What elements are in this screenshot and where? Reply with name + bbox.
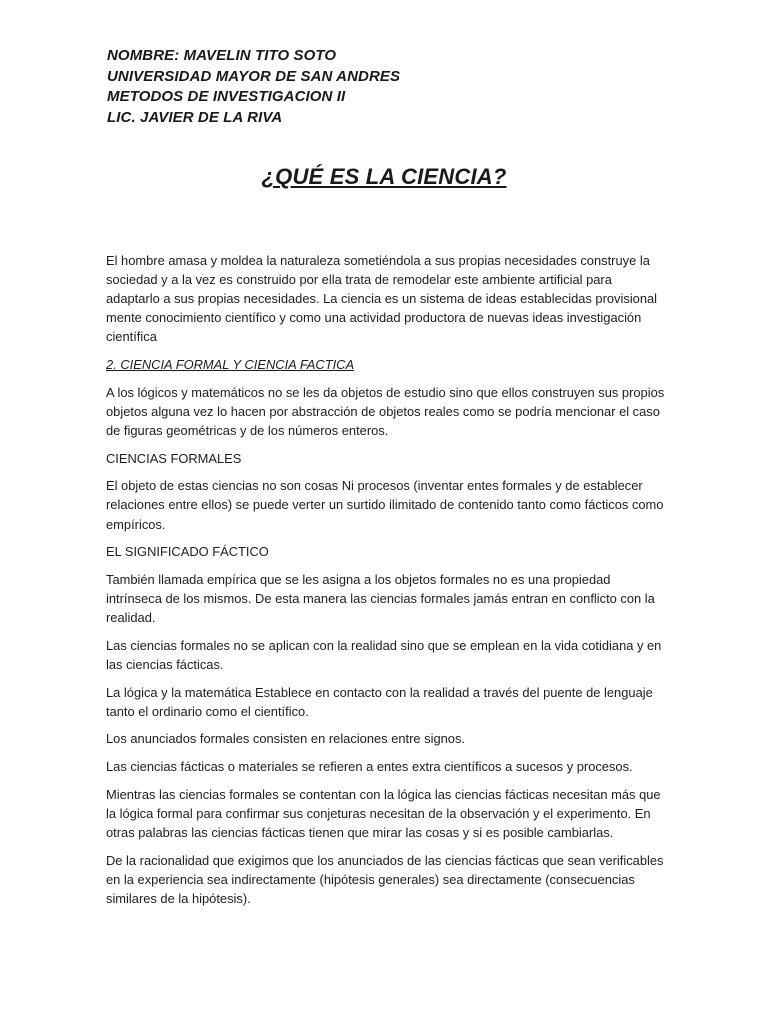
student-name: NOMBRE: MAVELIN TITO SOTO xyxy=(107,47,337,64)
university-name: UNIVERSIDAD MAYOR DE SAN ANDRES xyxy=(107,67,401,85)
paragraph-logic-math: La lógica y la matemática Establece en contacto con la realidad a través del puente de lenguaje tanto el ordinario como el científico. xyxy=(106,684,653,719)
author-header xyxy=(107,46,667,128)
section-heading: 2. CIENCIA FORMAL Y CIENCIA FACTICA xyxy=(106,357,355,373)
paragraph-intro: El hombre amasa y moldea la naturaleza sometiéndola a sus propias necesidades construye la sociedad y a la vez es construido por ella trata de remodelar este ambiente artificial para adaptarlo a sus propias necesidades. La ciencia es un sistema de ideas establecidas provisional mente conocimiento científico y como una actividad productora de nuevas ideas investigación científica xyxy=(106,253,658,345)
paragraph-logicians: A los lógicos y matemáticos no se les da objetos de estudio sino que ellos construyen sus propios objetos alguna vez lo hacen por abstracción de objetos reales como se podría mencionar el caso de figuras geométricas y de los números enteros. xyxy=(106,384,665,438)
paragraph-contrast: Mientras las ciencias formales se contentan con la lógica las ciencias fácticas necesitan más que la lógica formal para confirmar sus conjeturas necesitan de la observación y el experimento. En otras palabras las ciencias fácticas tienen que mirar las cosas y si es posible cambiarlas. xyxy=(106,786,661,840)
course-name: METODOS DE INVESTIGACION II xyxy=(107,88,346,105)
paragraph-factual-sciences: Las ciencias fácticas o materiales se refieren a entes extra científicos a sucesos y procesos. xyxy=(106,759,633,774)
professor-name: LIC. JAVIER DE LA RIVA xyxy=(107,108,283,126)
paragraph-empirical: También llamada empírica que se les asigna a los objetos formales no es una propiedad intrínseca de los mismos. De esta manera las ciencias formales jamás entran en conflicto con la realidad. xyxy=(106,571,655,626)
document-title: ¿QUÉ ES LA CIENCIA? xyxy=(261,164,507,189)
subheading-factic-meaning: EL SIGNIFICADO FÁCTICO xyxy=(106,544,269,560)
paragraph-statements: Los anunciados formales consisten en relaciones entre signos. xyxy=(106,731,465,747)
paragraph-rationality: De la racionalidad que exigimos que los anunciados de las ciencias fácticas que sean verificables en la experiencia sea indirectamente (hipótesis generales) sea directamente (consecuencias similares de la hipótesis). xyxy=(106,852,664,906)
subheading-formal-sciences: CIENCIAS FORMALES xyxy=(106,450,242,466)
paragraph-formal-object: El objeto de estas ciencias no son cosas Ni procesos (inventar entes formales y de establecer relaciones entre ellos) se puede verter un surtido ilimitado de contenido tanto como fácticos como empíricos. xyxy=(106,478,664,532)
document-body xyxy=(106,251,666,916)
paragraph-not-applied: Las ciencias formales no se aplican con la realidad sino que se emplean en la vida cotidiana y en las ciencias fácticas. xyxy=(106,637,662,672)
